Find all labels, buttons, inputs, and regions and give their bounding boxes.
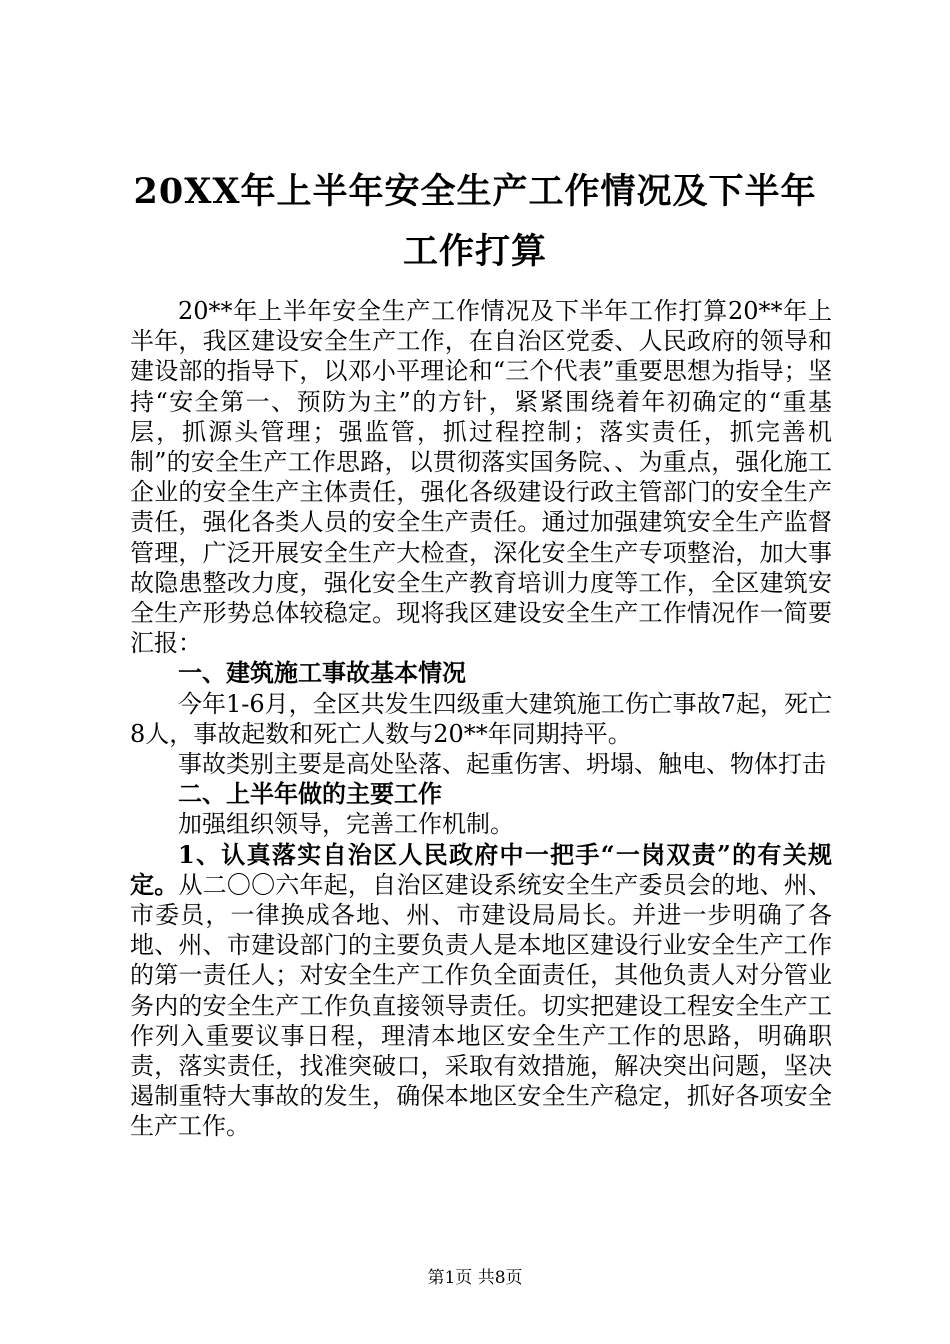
page-number: 第1页 共8页 (427, 1268, 523, 1288)
document-body (130, 296, 832, 1142)
organization-paragraph: 加强组织领导，完善工作机制。 (178, 810, 514, 839)
accident-types-paragraph: 事故类别主要是高处坠落、起重伤害、坍塌、触电、物体打击 (178, 750, 826, 779)
responsibility-paragraph (130, 840, 832, 1142)
accident-stats-paragraph: 今年1-6月，全区共发生四级重大建筑施工伤亡事故7起，死亡8人，事故起数和死亡人数与20**年同期持平。 (130, 689, 832, 748)
responsibility-lead: 1、认真落实自治区人民政府中一把手“一岗双责”的有关规定。 (130, 839, 832, 899)
intro-paragraph: 20**年上半年安全生产工作情况及下半年工作打算20**年上半年，我区建设安全生产工作，在自治区党委、人民政府的领导和建设部的指导下，以邓小平理论和“三个代表”重要思想为指导；坚持“安全第一、预防为主”的方针，紧紧围绕着年初确定的“重基层，抓源头管理；强监管，抓过程控制；落实责任，抓完善机制”的安全生产工作思路，以贯彻落实国务院、、为重点，强化施工企业的安全生产主体责任，强化各级建设行政主管部门的安全生产责任，强化各类人员的安全生产责任。通过加强建筑安全生产监督管理，广泛开展安全生产大检查，深化安全生产专项整治，加大事故隐患整改力度，强化安全生产教育培训力度等工作，全区建筑安全生产形势总体较稳定。现将我区建设安全生产工作情况作一简要汇报： (130, 297, 832, 658)
responsibility-text: 从二〇〇六年起，自治区建设系统安全生产委员会的地、州、市委员，一律换成各地、州、市建设局局长。并进一步明确了各地、州、市建设部门的主要负责人是本地区建设行业安全生产工作的第一责任人；对安全生产工作负全面责任，其他负责人对分管业务内的安全生产工作负直接领导责任。切实把建设工程安全生产工作列入重要议事日程，理清本地区安全生产工作的思路，明确职责，落实责任，找准突破口，采取有效措施，解决突出问题，坚决遏制重特大事故的发生，确保本地区安全生产稳定，抓好各项安全生产工作。 (130, 870, 833, 1141)
document-title: 20XX年上半年安全生产工作情况及下半年工作打算 (133, 171, 817, 272)
section-heading-accidents: 一、建筑施工事故基本情况 (178, 658, 466, 688)
section-heading-work: 二、上半年做的主要工作 (178, 779, 442, 809)
